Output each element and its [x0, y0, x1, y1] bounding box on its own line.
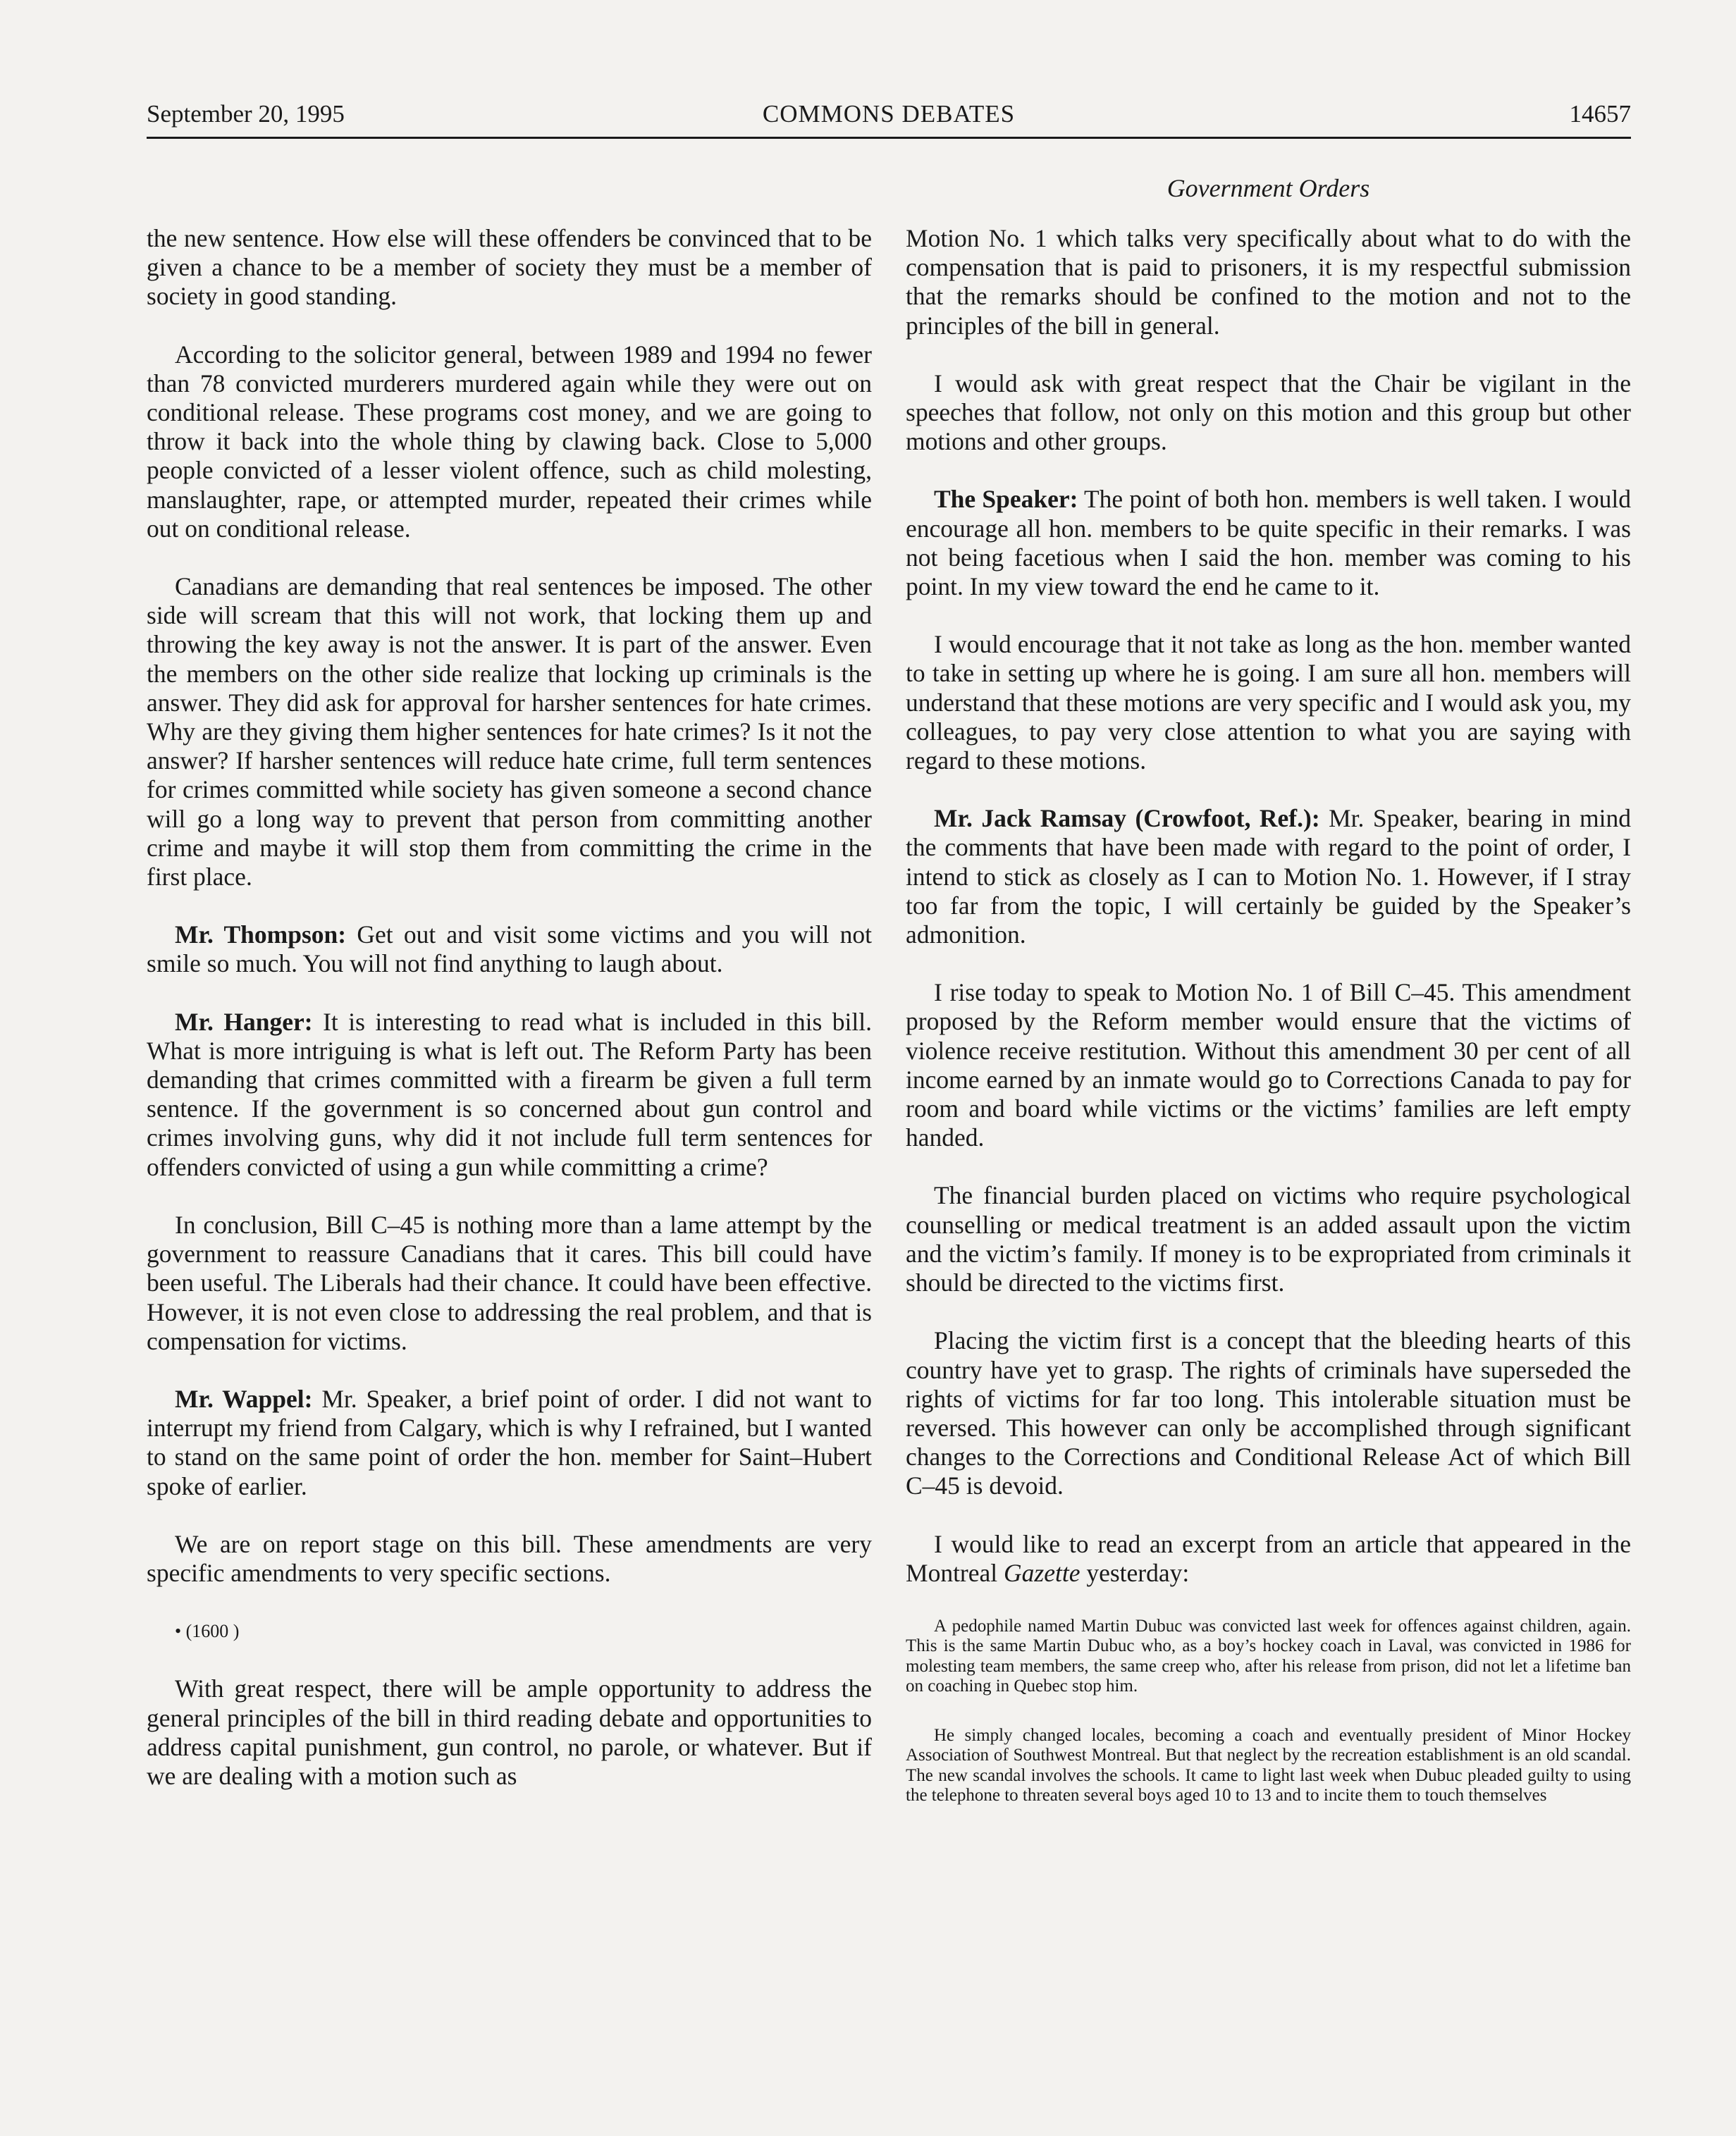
paragraph [147, 1008, 872, 1182]
speech-text: Get out and visit some victims and you will not smile so much. You will not find anything to laugh about. [147, 920, 872, 978]
speaker-name: Mr. Thompson: [175, 920, 347, 949]
quoted-excerpt: A pedophile named Martin Dubuc was convicted last week for offences against children, again. This is the same Martin Dubuc who, as a boy’s hockey coach in Laval, was convicted in 1986 for molesting team members, the same creep who, after his release from prison, did not let a lifetime ban on coaching in Quebec stop him. [906, 1616, 1631, 1696]
paragraph [906, 485, 1631, 601]
quoted-excerpt: He simply changed locales, becoming a coach and eventually president of Minor Hockey Association of Southwest Montreal. But that neglect by the recreation establishment is an old scandal. The new scandal involves the schools. It came to light last week when Dubuc pleaded guilty to using the telephone to threaten several boys aged 10 to 13 and to incite them to touch themselves [906, 1725, 1631, 1805]
speaker-name: Mr. Jack Ramsay (Crowfoot, Ref.): [934, 804, 1320, 833]
speech-text: Mr. Speaker, a brief point of order. I did not want to interrupt my friend from Calgary, which is why I refrained, but I wanted to stand on the same point of order the hon. member for Saint–Hubert spoke of earlier. [147, 1384, 872, 1500]
paragraph: With great respect, there will be ample opportunity to address the general principles of the bill in third reading debate and opportunities to address capital punishment, gun control, no parole, or whatever. But if we are dealing with a motion such as [147, 1674, 872, 1790]
left-column [147, 224, 872, 1820]
right-column [906, 224, 1631, 1835]
paragraph: In conclusion, Bill C–45 is nothing more than a lame attempt by the government to reassure Canadians that it cares. This bill could have been useful. The Liberals had their chance. It could have been effective. However, it is not even close to addressing the real problem, and that is compensation for victims. [147, 1210, 872, 1355]
paragraph [906, 804, 1631, 949]
speaker-name: The Speaker: [934, 485, 1078, 514]
header-page-number: 14657 [1569, 100, 1631, 128]
paragraph: Canadians are demanding that real sentences be imposed. The other side will scream that this will not work, that locking them up and throwing the key away is not the answer. It is part of the answer. Even the members on the other side realize that locking up criminals is the answer. They did ask for approval for harsher sentences for hate crimes. Why are they giving them higher sentences for hate crimes? Is it not the answer? If harsher sentences will reduce hate crime, full term sentences for crimes committed while society has given someone a second chance will go a long way to prevent that person from committing another crime and maybe it will stop them from committing the crime in the first place. [147, 572, 872, 891]
newspaper-name: Gazette [1004, 1558, 1081, 1587]
paragraph: the new sentence. How else will these offenders be convinced that to be given a chance to be a member of society they must be a member of society in good standing. [147, 224, 872, 311]
speech-text: yesterday: [1080, 1558, 1190, 1587]
speech-text: It is interesting to read what is included in this bill. What is more intriguing is what is left out. The Reform Party has been demanding that crimes committed with a firearm be given a full term sentence. If the government is so concerned about gun control and crimes involving guns, why did it not include full term sentences for offenders convicted of using a gun while committing a crime? [147, 1007, 872, 1181]
paragraph: According to the solicitor general, between 1989 and 1994 no fewer than 78 convicted murderers murdered again while they were out on conditional release. These programs cost money, and we are going to throw it back into the whole thing by clawing back. Close to 5,000 people convicted of a lesser violent offence, such as child molesting, manslaughter, rape, or attempted murder, repeated their crimes while out on conditional release. [147, 340, 872, 543]
time-stamp: • (1600 ) [175, 1621, 240, 1642]
paragraph: I would encourage that it not take as long as the hon. member wanted to take in setting up where he is going. I am sure all hon. members will understand that these motions are very specific and I would ask you, my colleagues, to pay very close attention to what you are saying with regard to these motions. [906, 630, 1631, 775]
paragraph: The financial burden placed on victims who require psychological counselling or medical treatment is an added assault upon the victim and the victim’s family. If money is to be expropriated from criminals it should be directed to the victims first. [906, 1181, 1631, 1297]
paragraph [147, 1385, 872, 1501]
paragraph: Motion No. 1 which talks very specifically about what to do with the compensation that is paid to prisoners, it is my respectful submission that the remarks should be confined to the motion and not to the principles of the bill in general. [906, 224, 1631, 340]
paragraph: Placing the victim first is a concept that the bleeding hearts of this country have yet to grasp. The rights of criminals have superseded the rights of victims for far too long. This intolerable situation must be reversed. This however can only be accomplished through significant changes to the Corrections and Conditional Release Act of which Bill C–45 is devoid. [906, 1326, 1631, 1500]
paragraph: I rise today to speak to Motion No. 1 of Bill C–45. This amendment proposed by the Reform member would ensure that the victims of violence receive restitution. Without this amendment 30 per cent of all income earned by an inmate would go to Corrections Canada to pay for room and board while victims or the victims’ families are left empty handed. [906, 978, 1631, 1152]
speech-text: Mr. Speaker, bearing in mind the comments that have been made with regard to the point of order, I intend to stick as closely as I can to Motion No. 1. However, if I stray too far from the topic, I will certainly be guided by the Speaker’s admonition. [906, 804, 1631, 949]
paragraph [906, 1530, 1631, 1588]
page-header [147, 100, 1631, 139]
section-title: Government Orders [1166, 174, 1370, 202]
header-publication: COMMONS DEBATES [762, 100, 1016, 128]
speaker-name: Mr. Hanger: [175, 1007, 313, 1036]
header-date: September 20, 1995 [147, 100, 345, 128]
paragraph [147, 920, 872, 978]
paragraph: I would ask with great respect that the Chair be vigilant in the speeches that follow, not only on this motion and this group but other motions and other groups. [906, 369, 1631, 456]
paragraph: We are on report stage on this bill. These amendments are very specific amendments to very specific sections. [147, 1529, 872, 1587]
speaker-name: Mr. Wappel: [175, 1384, 313, 1413]
speech-text: I would like to read an excerpt from an article that appeared in the Montreal [906, 1529, 1631, 1587]
speech-text: The point of both hon. members is well taken. I would encourage all hon. members to be quite specific in their remarks. I was not being facetious when I said the hon. member was coming to his point. In my view toward the end he came to it. [906, 485, 1631, 601]
